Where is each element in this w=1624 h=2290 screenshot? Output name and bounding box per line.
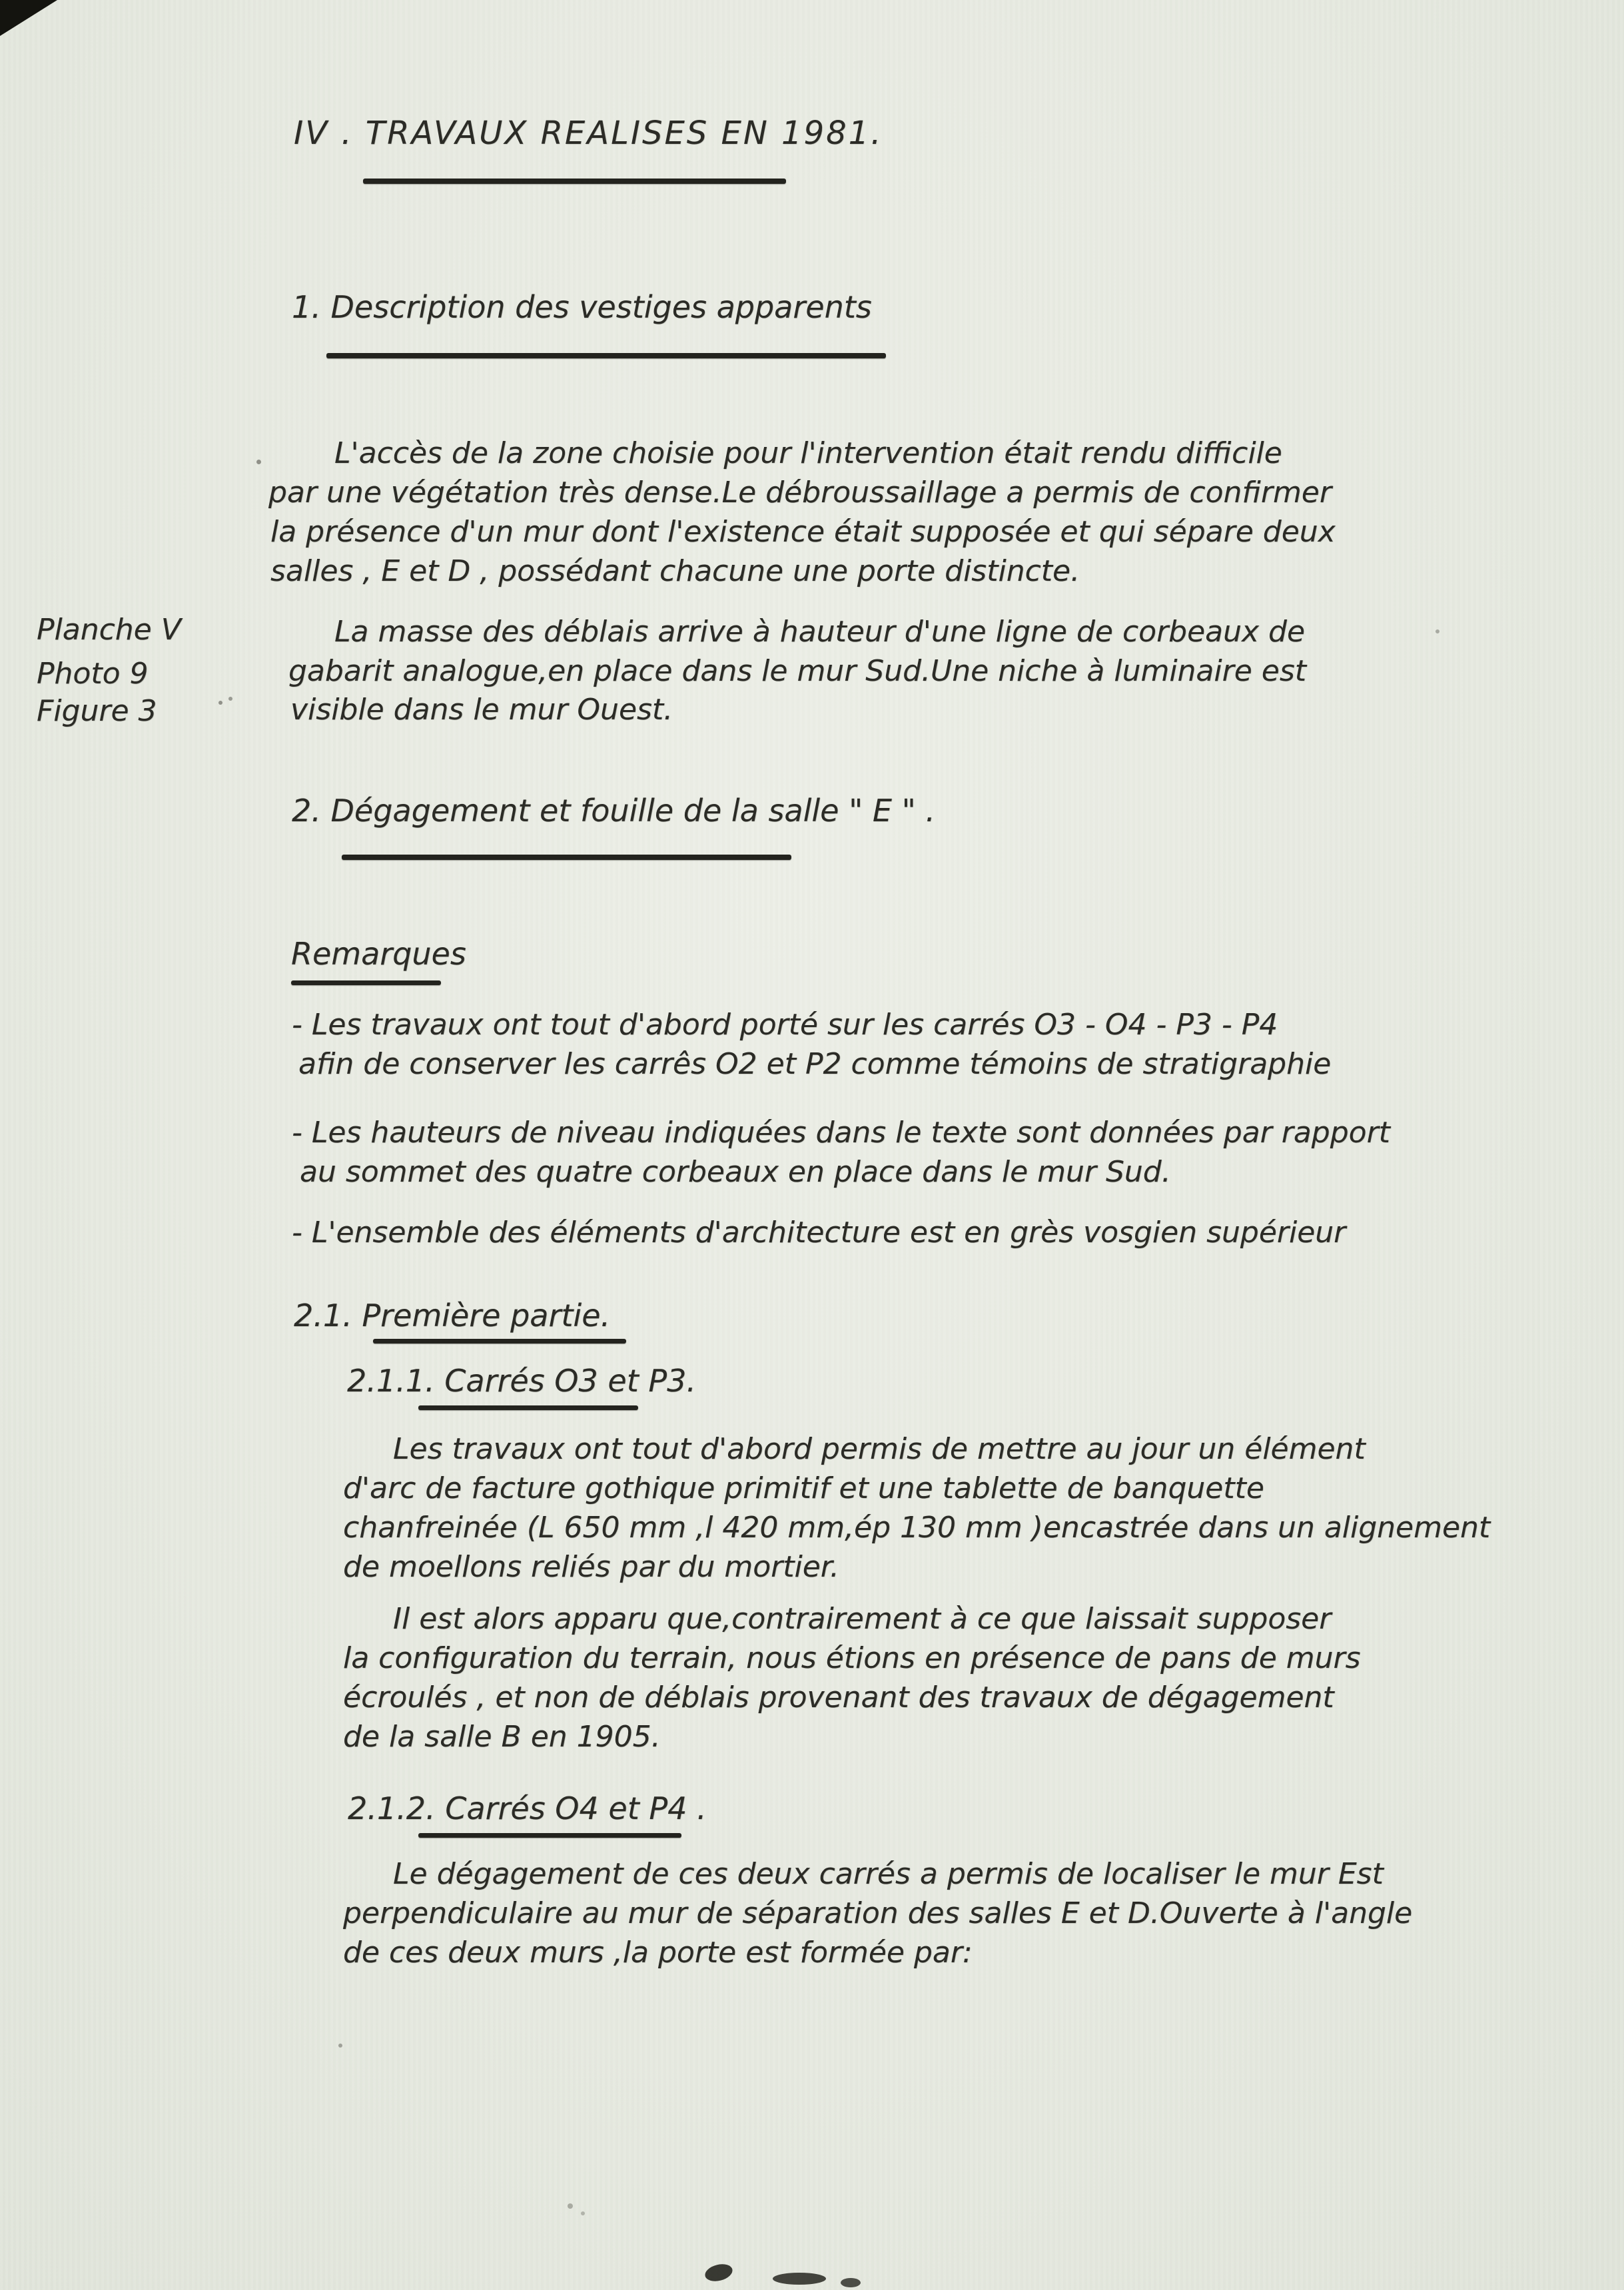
paragraph-line: Il est alors apparu que,contrairement à ce que laissait supposer (393, 1602, 1332, 1636)
margin-note-line: Planche V (37, 613, 181, 647)
paragraph-line: d'arc de facture gothique primitif et une tablette de banquette (343, 1471, 1264, 1505)
subsection-heading: 2.1.1. Carrés O3 et P3. (347, 1363, 696, 1399)
ink-blot (841, 2278, 861, 2287)
stray-mark (568, 2203, 573, 2209)
heading-underline (342, 855, 791, 860)
paragraph-line: la présence d'un mur dont l'existence était supposée et qui sépare deux (270, 515, 1336, 549)
paragraph-line: de la salle B en 1905. (343, 1720, 661, 1754)
subsection-heading: 2.1. Première partie. (294, 1298, 611, 1334)
paragraph-line: la configuration du terrain, nous étions en présence de pans de murs (343, 1641, 1361, 1675)
stray-mark (228, 697, 232, 701)
section-1-heading: 1. Description des vestiges apparents (292, 289, 872, 325)
heading-underline (326, 353, 886, 358)
paragraph-line: L'accès de la zone choisie pour l'intervention était rendu difficile (334, 436, 1282, 470)
paragraph-line: de moellons reliés par du mortier. (343, 1550, 839, 1584)
paragraph-line: gabarit analogue,en place dans le mur Sud.Une niche à luminaire est (288, 654, 1307, 688)
margin-note-line: Photo 9 (37, 657, 149, 691)
paragraph-line: Le dégagement de ces deux carrés a permis de localiser le mur Est (393, 1857, 1384, 1891)
paragraph-line: visible dans le mur Ouest. (290, 693, 673, 727)
list-item-line: - L'ensemble des éléments d'architecture est en grès vosgien supérieur (292, 1216, 1346, 1250)
section-2-heading: 2. Dégagement et fouille de la salle " E " . (292, 793, 935, 829)
list-item-line: - Les travaux ont tout d'abord porté sur les carrés O3 - O4 - P3 - P4 (292, 1008, 1278, 1042)
heading-underline (373, 1339, 626, 1343)
heading-underline (418, 1833, 681, 1838)
paragraph-line: par une végétation très dense.Le débroussaillage a permis de confirmer (268, 476, 1332, 510)
paragraph-line: La masse des déblais arrive à hauteur d'une ligne de corbeaux de (334, 615, 1306, 649)
heading-underline (418, 1405, 638, 1410)
margin-note-line: Figure 3 (37, 694, 157, 728)
remarks-heading: Remarques (291, 936, 466, 972)
subsection-heading: 2.1.2. Carrés O4 et P4 . (348, 1790, 707, 1826)
paragraph-line: Les travaux ont tout d'abord permis de mettre au jour un élément (393, 1432, 1366, 1466)
stray-mark (338, 2044, 342, 2048)
paragraph-line: écroulés , et non de déblais provenant des travaux de dégagement (343, 1681, 1334, 1715)
list-item-line: - Les hauteurs de niveau indiquées dans le texte sont données par rapport (292, 1116, 1390, 1150)
ink-blot (703, 2261, 735, 2283)
stray-mark (256, 460, 261, 464)
doc-title: IV . TRAVAUX REALISES EN 1981. (294, 115, 883, 152)
scan-corner-artifact (0, 0, 57, 36)
list-item-line: au sommet des quatre corbeaux en place dans le mur Sud. (300, 1155, 1171, 1189)
title-underline (363, 179, 786, 184)
stray-mark (218, 701, 222, 705)
paragraph-line: salles , E et D , possédant chacune une porte distincte. (270, 554, 1080, 588)
paragraph-line: de ces deux murs ,la porte est formée par: (343, 1936, 973, 1970)
paragraph-line: perpendiculaire au mur de séparation des salles E et D.Ouverte à l'angle (343, 1896, 1413, 1930)
ink-blot (773, 2273, 826, 2285)
stray-mark (581, 2211, 585, 2215)
heading-underline (291, 980, 441, 985)
paragraph-line: chanfreinée (L 650 mm ,l 420 mm,ép 130 mm )encastrée dans un alignement (343, 1511, 1491, 1545)
list-item-line: afin de conserver les carrês O2 et P2 comme témoins de stratigraphie (298, 1047, 1332, 1081)
stray-mark (1435, 629, 1439, 633)
